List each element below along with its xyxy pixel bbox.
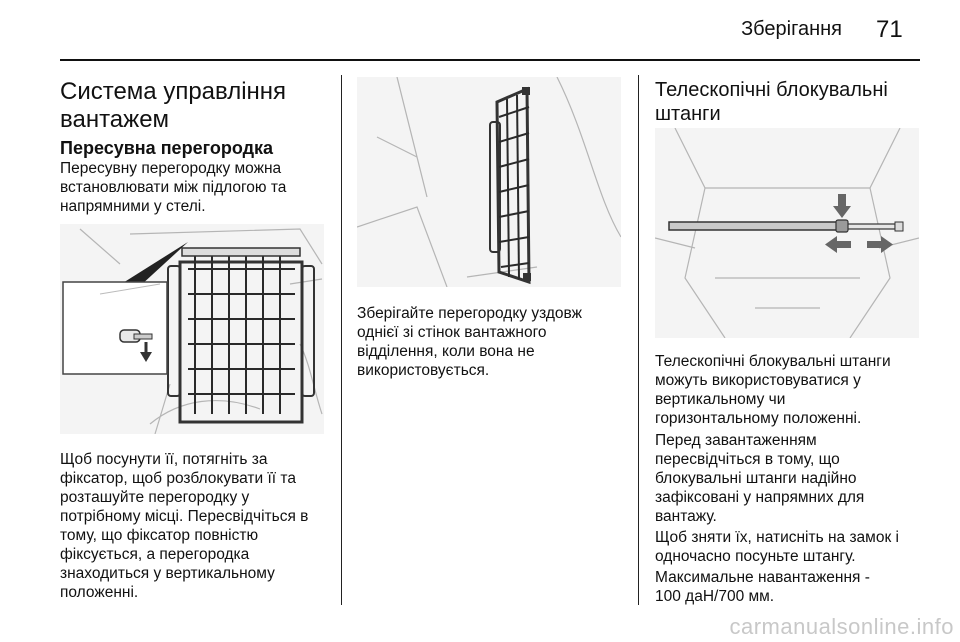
- watermark: carmanualsonline.info: [729, 614, 954, 639]
- text-line: розташуйте перегородку у: [60, 489, 250, 506]
- text-line: вантажу.: [655, 508, 717, 525]
- telescopic-bar-illustration: [655, 128, 919, 338]
- text-line: Телескопічні блокувальні штанги: [655, 353, 891, 370]
- text-line: положенні.: [60, 584, 139, 601]
- telescopic-para-4: [655, 568, 870, 606]
- text-line: використовується.: [357, 362, 490, 379]
- partition-net-figure: [60, 224, 324, 434]
- text-line: пересвідчіться в тому, що: [655, 451, 840, 468]
- storage-paragraph: [357, 304, 582, 380]
- text-line: вертикальному чи: [655, 391, 786, 408]
- column-divider-left: [341, 75, 342, 605]
- telescopic-bar-figure: [655, 128, 919, 338]
- section-title-line: Система управління: [60, 78, 287, 105]
- text-line: Щоб посунути її, потягніть за: [60, 451, 268, 468]
- header-rule: [60, 59, 920, 61]
- text-line: однієї зі стінок вантажного: [357, 324, 547, 341]
- text-line: тому, що фіксатор повністю: [60, 527, 259, 544]
- text-line: Максимальне навантаження -: [655, 569, 870, 586]
- text-line: одночасно посуньте штангу.: [655, 548, 856, 565]
- partition-net-illustration: [60, 224, 324, 434]
- telescopic-bars-title: [655, 78, 888, 126]
- telescopic-para-1: [655, 352, 891, 428]
- text-line: потрібному місці. Пересвідчіться в: [60, 508, 309, 525]
- text-line: Телескопічні блокувальні: [655, 79, 888, 101]
- text-line: можуть використовуватися у: [655, 372, 861, 389]
- text-line: штанги: [655, 103, 721, 125]
- instruction-paragraph: [60, 450, 308, 602]
- text-line: Зберігайте перегородку уздовж: [357, 305, 582, 322]
- stowed-partition-illustration: [357, 77, 621, 287]
- text-line: 100 даН/700 мм.: [655, 588, 775, 605]
- subsection-title: Пересувна перегородка: [60, 138, 274, 158]
- text-line: Щоб зняти їх, натисніть на замок і: [655, 529, 899, 546]
- telescopic-para-2: [655, 431, 864, 526]
- text-line: фіксатор, щоб розблокувати її та: [60, 470, 296, 487]
- section-title: [60, 78, 286, 134]
- column-divider-right: [638, 75, 639, 605]
- telescopic-para-3: [655, 528, 899, 566]
- text-line: горизонтальному положенні.: [655, 410, 862, 427]
- text-line: встановлювати між підлогою та: [60, 179, 287, 196]
- text-line: напрямними у стелі.: [60, 198, 206, 215]
- stowed-partition-figure: [357, 77, 621, 287]
- section-title-line: вантажем: [60, 106, 170, 133]
- text-line: відділення, коли вона не: [357, 343, 535, 360]
- text-line: фіксується, а перегородка: [60, 546, 250, 563]
- chapter-title: Зберігання: [741, 18, 842, 40]
- text-line: Пересувну перегородку можна: [60, 160, 282, 177]
- intro-paragraph: [60, 159, 286, 216]
- text-line: блокувальні штанги надійно: [655, 470, 857, 487]
- text-line: знаходиться у вертикальному: [60, 565, 275, 582]
- text-line: Перед завантаженням: [655, 432, 817, 449]
- page-number: 71: [876, 16, 903, 43]
- text-line: зафіксовані у напрямних для: [655, 489, 865, 506]
